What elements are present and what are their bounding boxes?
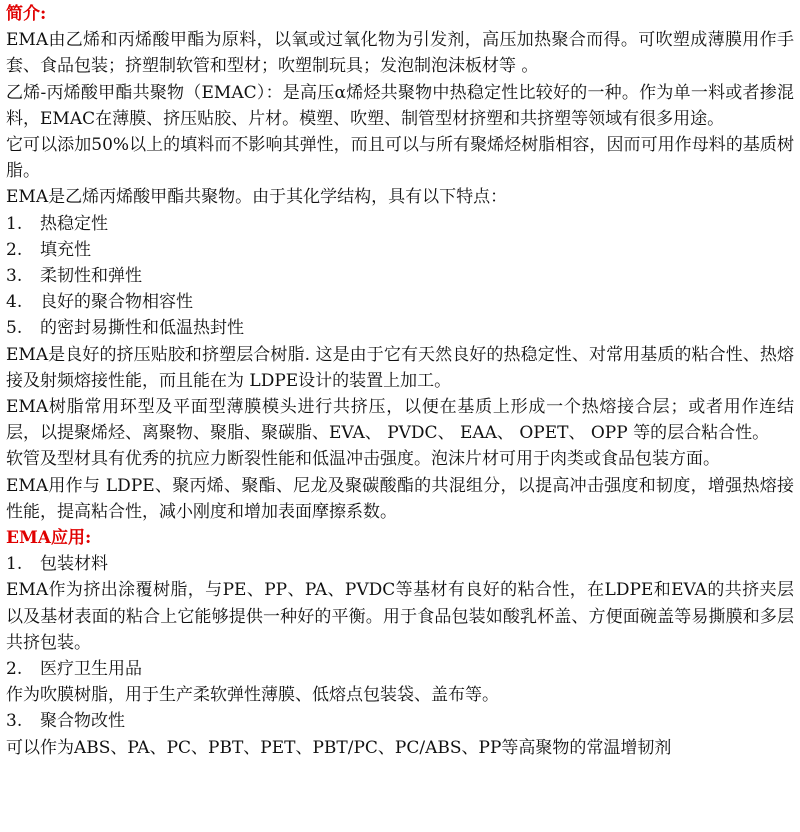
feature-number: 2. bbox=[6, 239, 23, 260]
feature-number: 4. bbox=[6, 292, 23, 313]
intro-paragraph: EMA树脂常用环型及平面型薄膜模头进行共挤压，以便在基质上形成一个热熔接合层；或者用作连结层，以提聚烯烃、离聚物、聚脂、聚碳脂、EVA、 PVDC、 EAA、 OPET、 OPP 等的层合粘合性。 bbox=[6, 397, 794, 444]
application-title bbox=[6, 708, 794, 734]
application-title-text: 医疗卫生用品 bbox=[40, 659, 142, 680]
feature-text: 的密封易撕性和低温热封性 bbox=[40, 318, 244, 339]
intro-paragraph: 它可以添加50%以上的填料而不影响其弹性，而且可以与所有聚烯烃树脂相容，因而可用作母料的基质树脂。 bbox=[6, 135, 794, 182]
feature-item bbox=[6, 263, 794, 289]
application-title-text: 聚合物改性 bbox=[40, 711, 125, 732]
feature-number: 3. bbox=[6, 266, 23, 287]
application-title bbox=[6, 551, 794, 577]
feature-number: 1. bbox=[6, 213, 23, 234]
intro-paragraph: EMA是良好的挤压贴胶和挤塑层合树脂. 这是由于它有天然良好的热稳定性、对常用基质的粘合性、热熔接及射频熔接性能，而且能在为 LDPE设计的装置上加工。 bbox=[6, 344, 794, 391]
intro-heading: 简介: bbox=[6, 4, 47, 24]
application-number: 2. bbox=[6, 659, 23, 680]
intro-paragraph: 乙烯-丙烯酸甲酯共聚物（EMAC）：是高压α烯烃共聚物中热稳定性比较好的一种。作为单一料或者掺混料，EMAC在薄膜、挤压贴胶、片材。模塑、吹塑、制管型材挤塑和共挤塑等领域有很多用途。 bbox=[6, 82, 794, 129]
intro-paragraph: EMA由乙烯和丙烯酸甲酯为原料，以氧或过氧化物为引发剂，高压加热聚合而得。可吹塑成薄膜用作手套、食品包装；挤塑制软管和型材；吹塑制玩具；发泡制泡沫板材等 。 bbox=[6, 30, 794, 77]
feature-text: 热稳定性 bbox=[40, 213, 108, 234]
feature-item bbox=[6, 211, 794, 237]
application-title bbox=[6, 656, 794, 682]
feature-item bbox=[6, 315, 794, 341]
application-text: EMA作为挤出涂覆树脂，与PE、PP、PA、PVDC等基材有良好的粘合性，在LDPE和EVA的共挤夹层以及基材表面的粘合上它能够提供一种好的平衡。用于食品包装如酸乳杯盖、方便面碗盖等易撕膜和多层共挤包装。 bbox=[6, 580, 794, 653]
application-text: 可以作为ABS、PA、PC、PBT、PET、PBT/PC、PC/ABS、PP等高聚物的常温增韧剂 bbox=[6, 737, 672, 758]
feature-item bbox=[6, 237, 794, 263]
intro-paragraph: 软管及型材具有优秀的抗应力断裂性能和低温冲击强度。泡沫片材可用于肉类或食品包装方面。 bbox=[6, 449, 720, 470]
application-number: 3. bbox=[6, 711, 23, 732]
application-text: 作为吹膜树脂，用于生产柔软弹性薄膜、低熔点包装袋、盖布等。 bbox=[6, 685, 499, 706]
feature-text: 填充性 bbox=[40, 239, 91, 260]
intro-paragraph: EMA是乙烯丙烯酸甲酯共聚物。由于其化学结构，具有以下特点： bbox=[6, 187, 508, 208]
intro-paragraph: EMA用作与 LDPE、聚丙烯、聚酯、尼龙及聚碳酸酯的共混组分，以提高冲击强度和韧度，增强热熔接性能，提高粘合性，减小刚度和增加表面摩擦系数。 bbox=[6, 475, 794, 522]
feature-number: 5. bbox=[6, 318, 23, 339]
feature-text: 柔韧性和弹性 bbox=[40, 266, 142, 287]
feature-item bbox=[6, 289, 794, 315]
application-title-text: 包装材料 bbox=[40, 554, 108, 575]
application-number: 1. bbox=[6, 554, 23, 575]
feature-text: 良好的聚合物相容性 bbox=[40, 292, 193, 313]
applications-heading: EMA应用: bbox=[6, 528, 92, 549]
